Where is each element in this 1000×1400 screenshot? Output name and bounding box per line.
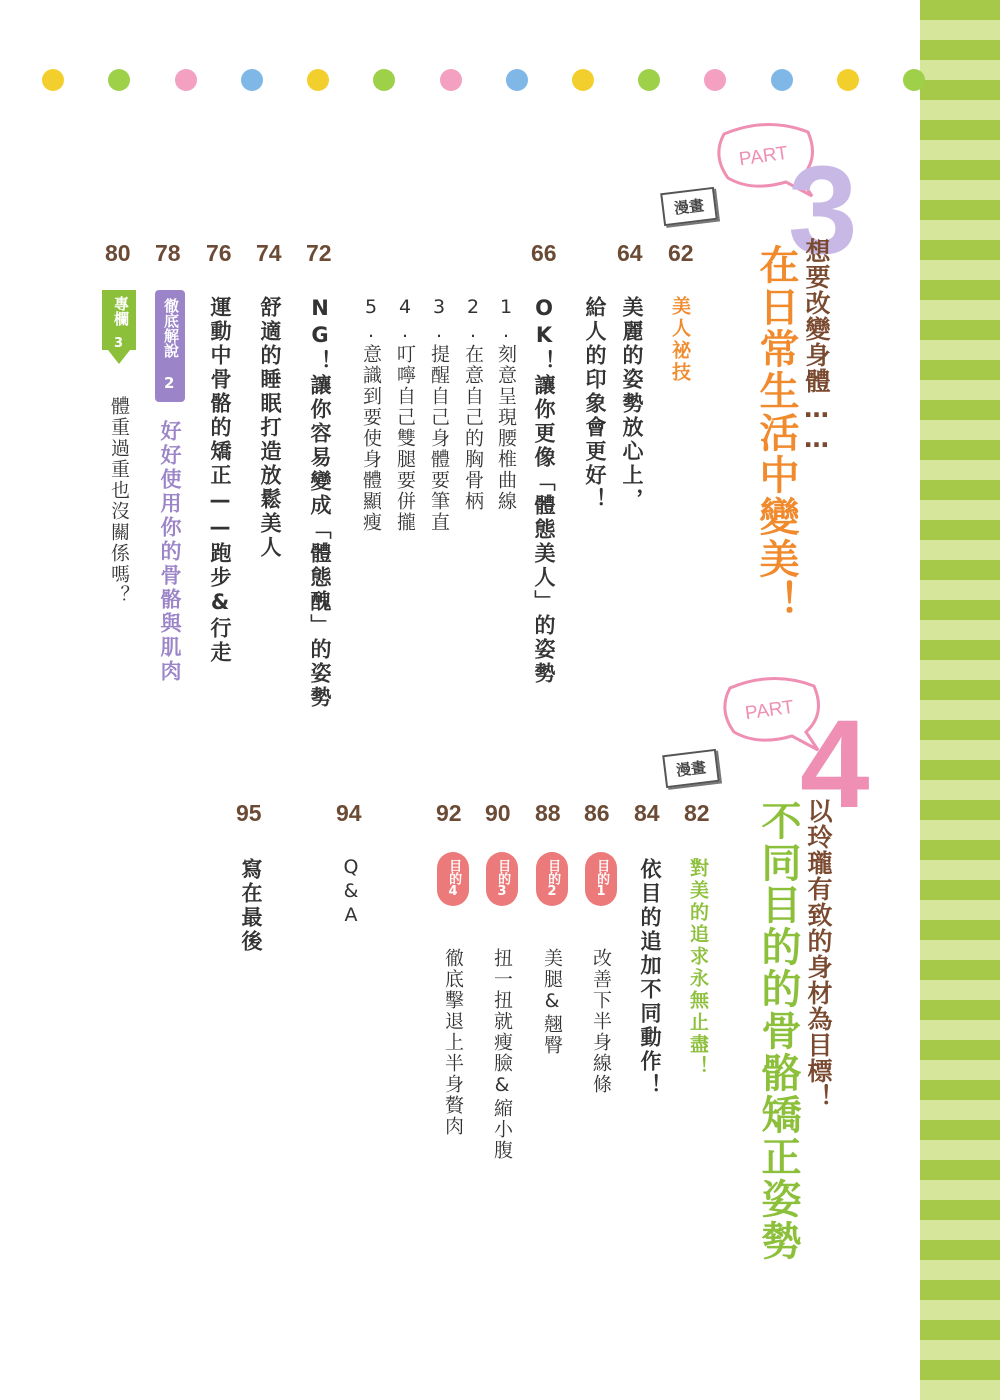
part4-subtitle: 以玲瓏有致的身材為目標！ (804, 798, 833, 1110)
decor-dot (440, 69, 462, 91)
toc-entry-title[interactable]: 美腿&翹臀 (541, 948, 563, 1056)
page-number: 64 (617, 240, 643, 266)
decor-dot (771, 69, 793, 91)
decor-dot (903, 69, 925, 91)
side-stripes (920, 0, 1000, 1400)
part4-number: 4 (800, 695, 870, 834)
decor-dot (572, 69, 594, 91)
part3-manga-tag: 漫畫 (660, 187, 718, 226)
purpose-badge (536, 852, 568, 906)
toc-entry-title[interactable]: NG！讓你容易變成「體態醜」的姿勢 (308, 296, 332, 710)
page-number: 95 (236, 800, 262, 826)
badge-number: 3 (497, 883, 507, 899)
page-number: 94 (336, 800, 362, 826)
toc-entry-title[interactable]: 好好使用你的骨骼與肌肉 (158, 420, 182, 684)
decor-dot (638, 69, 660, 91)
page-number: 78 (155, 240, 181, 266)
page-number: 76 (206, 240, 232, 266)
badge-number: 2 (164, 374, 175, 392)
page-number: 82 (684, 800, 710, 826)
badge-label: 目的 (446, 858, 462, 885)
page-number: 84 (634, 800, 660, 826)
part3-part-label: PART (737, 142, 790, 171)
toc-entry-title[interactable]: 扭一扭就瘦臉&縮小腹 (491, 948, 513, 1161)
part4-part-label: PART (743, 696, 796, 725)
toc-entry-title[interactable]: 舒適的睡眠打造放鬆美人 (258, 296, 282, 560)
decor-dot (837, 69, 859, 91)
part3-title: 在日常生活中變美！ (753, 244, 799, 622)
page-number: 74 (256, 240, 282, 266)
toc-subentry[interactable]: 1.刻意呈現腰椎曲線 (495, 296, 517, 512)
purpose-badge (585, 852, 617, 906)
toc-entry-title[interactable]: 依目的追加不同動作！ (638, 858, 662, 1098)
badge-number: 1 (596, 883, 606, 899)
badge-label: 專欄 (112, 296, 130, 326)
part4-manga-tag: 漫畫 (662, 749, 720, 788)
badge-label: 目的 (495, 858, 511, 885)
decor-dot (108, 69, 130, 91)
decor-dot (175, 69, 197, 91)
toc-entry-title[interactable]: 對美的追求永無止盡！ (687, 858, 709, 1078)
badge-label: 目的 (545, 858, 561, 885)
toc-entry-title[interactable]: 改善下半身線條 (590, 948, 612, 1095)
part3-subtitle: 想要改變身體…… (802, 238, 831, 454)
badge-label: 徹底解說 (162, 298, 180, 358)
page-number: 86 (584, 800, 610, 826)
toc-subentry[interactable]: 5.意識到要使身體顯瘦 (360, 296, 382, 533)
badge-number: 4 (448, 883, 458, 899)
toc-entry-title[interactable]: OK！讓你更像「體態美人」的姿勢 (532, 296, 556, 686)
part3-number: 3 (788, 141, 858, 280)
toc-entry-title[interactable]: Q&A (340, 856, 362, 928)
toc-entry-title[interactable]: 體重過重也沒關係嗎？ (108, 396, 130, 606)
decor-dot (241, 69, 263, 91)
toc-entry-title[interactable]: 美麗的姿勢放心上， (620, 296, 644, 512)
decor-dot (704, 69, 726, 91)
decor-dot (42, 69, 64, 91)
toc-entry-title[interactable]: 美人祕技 (669, 296, 691, 384)
toc-entry-title[interactable]: 徹底擊退上半身贅肉 (442, 948, 464, 1137)
decor-dot (373, 69, 395, 91)
page-number: 90 (485, 800, 511, 826)
purpose-badge (437, 852, 469, 906)
part4-title: 不同目的的骨骼矯正姿勢 (755, 800, 801, 1262)
page-number: 92 (436, 800, 462, 826)
toc-subentry[interactable]: 4.叮嚀自己雙腿要併攏 (394, 296, 416, 533)
toc-entry-title[interactable]: 給人的印象會更好！ (583, 296, 607, 512)
badge-number: 3 (114, 336, 124, 351)
badge-number: 2 (547, 883, 557, 899)
toc-entry-title[interactable]: 運動中骨骼的矯正——跑步&行走 (208, 296, 232, 665)
column-badge (155, 290, 185, 402)
decor-dot (506, 69, 528, 91)
toc-subentry[interactable]: 3.提醒自己身體要筆直 (428, 296, 450, 533)
toc-subentry[interactable]: 2.在意自己的胸骨柄 (462, 296, 484, 512)
page-number: 72 (306, 240, 332, 266)
page-number: 80 (105, 240, 131, 266)
page-number: 88 (535, 800, 561, 826)
toc-entry-title[interactable]: 寫在最後 (239, 858, 263, 954)
decor-dot (307, 69, 329, 91)
badge-label: 目的 (594, 858, 610, 885)
page-number: 62 (668, 240, 694, 266)
purpose-badge (486, 852, 518, 906)
column-badge (102, 290, 136, 350)
badge-pointer (108, 350, 130, 364)
page-number: 66 (531, 240, 557, 266)
